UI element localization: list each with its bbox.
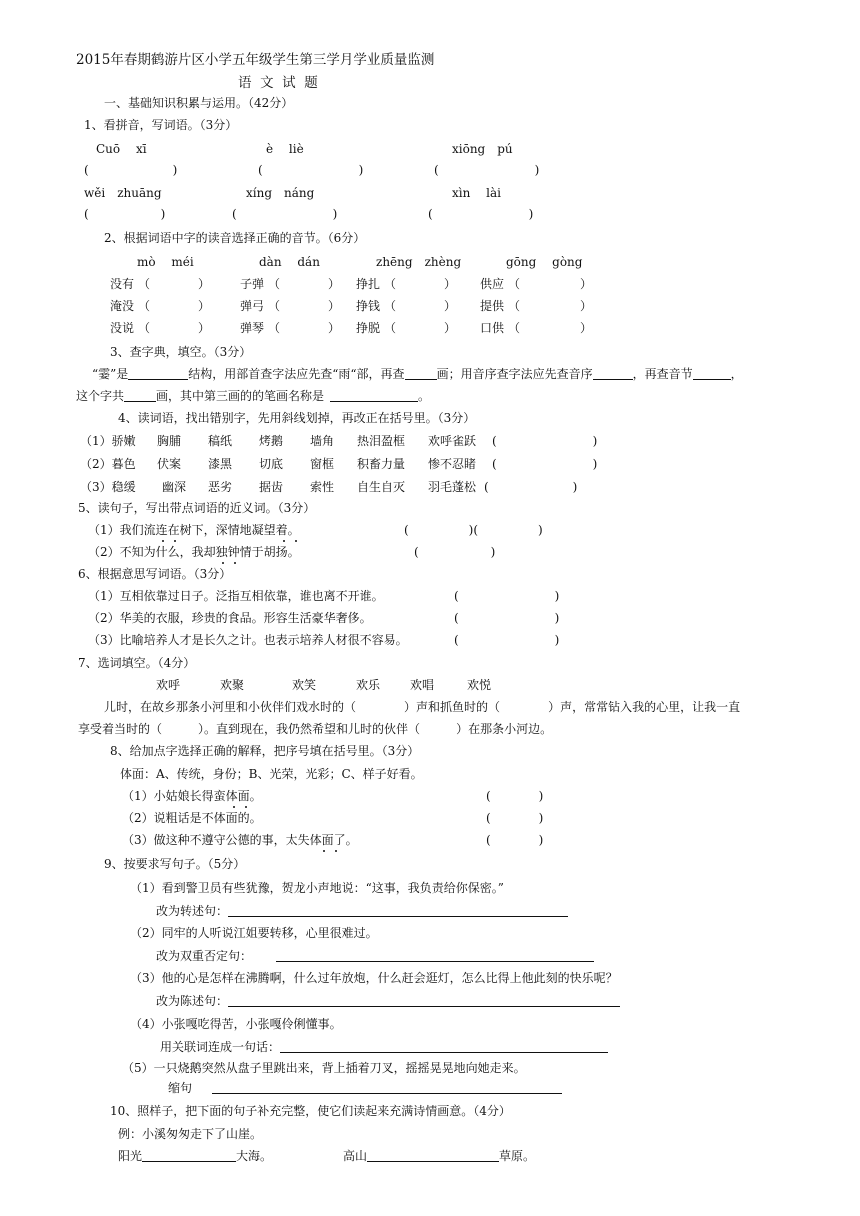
q8-definition: 体面：A、传统，身份；B、光荣，光彩；C、样子好看。 [120, 767, 423, 781]
q1-pinyin: xiōng pú [452, 142, 513, 156]
answer-paren[interactable]: （ ） [384, 277, 457, 291]
answer-paren[interactable] [162, 722, 198, 736]
q2-word: 提供 [480, 299, 505, 313]
emphasis-dot [335, 850, 337, 852]
answer-blank[interactable] [124, 389, 156, 402]
q4-word: 积畜力量 [357, 457, 406, 471]
q1-pinyin: Cuō xī [96, 142, 147, 156]
q8-item: （2）说粗话是不体面的。 [122, 811, 262, 825]
subject-title: 语 文 试 题 [238, 75, 318, 91]
q3-title: 3、查字典，填空。（3分） [110, 345, 252, 359]
answer-paren[interactable]: ( )( ) [404, 523, 543, 537]
q7-option: 欢唱 [410, 678, 435, 692]
answer-line[interactable] [228, 994, 620, 1007]
q9-sentence: （4）小张嘎吃得苦，小张嘎伶俐懂事。 [130, 1017, 342, 1031]
q2-word: 挣扎 [356, 277, 381, 291]
q10-item: 阳光 大海。 [118, 1149, 273, 1163]
answer-paren[interactable]: ( ) [454, 611, 560, 625]
answer-paren[interactable]: （ ） [268, 321, 341, 335]
q2-word: 挣脱 [356, 321, 381, 335]
answer-paren[interactable]: ( ) [484, 480, 578, 494]
answer-line[interactable] [280, 1040, 608, 1053]
answer-paren[interactable]: （ ） [508, 277, 593, 291]
q2-word: 供应 [480, 277, 505, 291]
answer-paren[interactable]: ( ) [434, 163, 540, 177]
q7-option: 欢悦 [467, 678, 492, 692]
answer-paren[interactable]: ( ) [414, 545, 496, 559]
q2-pinyin: mò méi [137, 255, 194, 269]
q4-word: （3）稳缓 [80, 480, 136, 494]
answer-paren[interactable]: （ ） [138, 299, 211, 313]
q7-option: 欢笑 [292, 678, 317, 692]
q3-line2: 这个字共 画，其中第三画的的笔画名称是 。 [76, 389, 431, 403]
q4-word: 热泪盈框 [357, 434, 406, 448]
answer-blank[interactable] [367, 1149, 499, 1162]
emphasis-dot [323, 850, 325, 852]
answer-paren[interactable]: （ ） [138, 277, 211, 291]
answer-paren[interactable]: （ ） [384, 299, 457, 313]
q10-title: 10、照样子，把下面的句子补充完整，使它们读起来充满诗情画意。（4分） [110, 1104, 511, 1118]
q4-word: 据齿 [259, 480, 284, 494]
q1-pinyin: xíng náng [246, 186, 315, 200]
q4-word: 自生自灭 [357, 480, 406, 494]
q9-task: 用关联词连成一句话： [160, 1039, 608, 1055]
q2-pinyin: zhēng zhèng [376, 255, 462, 269]
answer-line[interactable] [212, 1081, 562, 1094]
answer-paren[interactable]: （ ） [508, 321, 593, 335]
q7-option: 欢呼 [156, 678, 181, 692]
q6-item: （2）华美的衣服，珍贵的食品。形容生活豪华奢侈。 [88, 611, 372, 625]
q8-item: （3）做这种不遵守公德的事，太失体面了。 [122, 833, 358, 847]
q2-word: 子弹 [240, 277, 265, 291]
q2-word: 口供 [480, 321, 505, 335]
answer-paren[interactable]: ( ) [84, 207, 166, 221]
q2-word: 没有 [110, 277, 135, 291]
q9-sentence: （2）同牢的人听说江姐要转移，心里很难过。 [130, 926, 378, 940]
answer-blank[interactable] [128, 367, 188, 380]
q1-pinyin: è liè [266, 142, 304, 156]
answer-paren[interactable]: ( ) [258, 163, 364, 177]
q4-word: 恶劣 [208, 480, 233, 494]
answer-paren[interactable]: ( ) [492, 457, 598, 471]
q4-word: 伏案 [157, 457, 182, 471]
q8-item: （1）小姑娘长得蛮体面。 [122, 789, 262, 803]
emphasis-dot [233, 806, 235, 808]
q4-word: 胸脯 [157, 434, 182, 448]
q7-option: 欢乐 [356, 678, 381, 692]
answer-paren[interactable]: （ ） [138, 321, 211, 335]
q4-word: （1）骄嫩 [80, 434, 136, 448]
q4-word: 切底 [259, 457, 284, 471]
q4-word: 羽毛蓬松 [428, 480, 477, 494]
answer-blank[interactable] [142, 1149, 236, 1162]
q2-word: 弹弓 [240, 299, 265, 313]
answer-paren[interactable]: ( ) [84, 163, 178, 177]
q6-item: （1）互相依靠过日子。泛指互相依靠，谁也离不开谁。 [88, 589, 384, 603]
q2-word: 没说 [110, 321, 135, 335]
emphasis-dot [295, 540, 297, 542]
q6-item: （3）比喻培养人才是长久之计。也表示培养人材很不容易。 [88, 633, 408, 647]
answer-paren[interactable]: ( ) [454, 589, 560, 603]
q4-word: 窗框 [310, 457, 335, 471]
answer-paren[interactable]: ( ) [486, 811, 544, 825]
q7-option: 欢聚 [220, 678, 245, 692]
q9-task: 缩句 [168, 1080, 562, 1096]
exam-title: 2015年春期鹤游片区小学五年级学生第三学月学业质量监测 [76, 52, 435, 68]
emphasis-dot [283, 540, 285, 542]
q2-pinyin: gōng gòng [506, 255, 583, 269]
section-heading: 一、基础知识积累与运用。（42分） [104, 96, 294, 110]
answer-blank[interactable] [593, 367, 633, 380]
answer-blank[interactable] [405, 367, 437, 380]
q4-word: 漆黑 [208, 457, 233, 471]
q4-word: 烤鹅 [259, 434, 284, 448]
answer-line[interactable] [228, 904, 568, 917]
q1-title: 1、看拼音，写词语。（3分） [84, 118, 238, 132]
q10-item: 高山 草原。 [343, 1149, 536, 1163]
q9-sentence: （1）看到警卫员有些犹豫，贺龙小声地说：“这事，我负责给你保密。” [130, 881, 504, 895]
answer-paren[interactable] [420, 722, 456, 736]
q7-passage: 儿时，在故乡那条小河里和小伙伴们戏水时的（ ）声和抓鱼时的（ ）声，常常钻入我的心里，让我一直 [104, 700, 741, 714]
answer-paren[interactable]: ( ) [428, 207, 534, 221]
answer-paren[interactable]: ( ) [486, 833, 544, 847]
answer-paren[interactable]: （ ） [384, 321, 457, 335]
emphasis-dot [222, 562, 224, 564]
q4-word: 墙角 [310, 434, 335, 448]
answer-paren[interactable]: ( ) [454, 633, 560, 647]
q4-word: （2）暮色 [80, 457, 136, 471]
q7-title: 7、选词填空。（4分） [78, 656, 196, 670]
q1-pinyin: wěi zhuāng [84, 186, 162, 200]
q2-word: 挣钱 [356, 299, 381, 313]
q9-sentence: （5）一只烧鹅突然从盘子里跳出来，背上插着刀叉，摇摇晃晃地向她走来。 [122, 1061, 526, 1075]
q4-word: 稿纸 [208, 434, 233, 448]
q5-item: （1）我们流连在树下，深情地凝望着。 [88, 523, 300, 537]
answer-paren[interactable]: （ ） [508, 299, 593, 313]
q3-line1: “霎”是 结构，用部首查字法应先查“雨“部，再查 画；用音序查字法应先查音序 ，再查音节 ， [92, 367, 743, 381]
emphasis-dot [234, 562, 236, 564]
answer-paren[interactable] [356, 700, 404, 714]
q4-word: 索性 [310, 480, 335, 494]
q7-passage: 享受着当时的（ ）。直到现在，我仍然希望和儿时的伙伴（ ）在那条小河边。 [78, 722, 553, 736]
q9-task: 改为陈述句： [156, 993, 620, 1009]
q4-word: 欢呼雀跃 [428, 434, 477, 448]
answer-paren[interactable]: （ ） [268, 299, 341, 313]
q2-pinyin: dàn dán [259, 255, 320, 269]
answer-paren[interactable]: ( ) [486, 789, 544, 803]
emphasis-dot [174, 540, 176, 542]
q6-title: 6、根据意思写词语。（3分） [78, 567, 232, 581]
q4-word: 惨不忍睹 [428, 457, 477, 471]
q9-sentence: （3）他的心是怎样在沸腾啊，什么过年放炮，什么赶会逛灯，怎么比得上他此刻的快乐呢？ [130, 971, 618, 985]
q8-title: 8、给加点字选择正确的解释，把序号填在括号里。（3分） [110, 744, 420, 758]
answer-paren[interactable]: ( ) [232, 207, 338, 221]
q9-task: 改为转述句： [156, 903, 568, 919]
answer-paren[interactable]: （ ） [268, 277, 341, 291]
q2-title: 2、根据词语中字的读音选择正确的音节。（6分） [104, 231, 366, 245]
q5-item: （2）不知为什么，我却独钟情于胡扬。 [88, 545, 300, 559]
emphasis-dot [245, 806, 247, 808]
q2-word: 弹琴 [240, 321, 265, 335]
q10-example: 例：小溪匆匆走下了山崖。 [118, 1127, 263, 1141]
q9-title: 9、按要求写句子。（5分） [104, 857, 246, 871]
q4-title: 4、读词语，找出错别字，先用斜线划掉，再改正在括号里。（3分） [118, 411, 476, 425]
answer-blank[interactable] [330, 389, 418, 402]
emphasis-dot [162, 540, 164, 542]
q5-title: 5、读句子，写出带点词语的近义词。（3分） [78, 501, 316, 515]
q2-word: 淹没 [110, 299, 135, 313]
answer-paren[interactable]: ( ) [492, 434, 598, 448]
answer-line[interactable] [276, 949, 594, 962]
q4-word: 幽深 [162, 480, 187, 494]
answer-paren[interactable] [500, 700, 548, 714]
answer-blank[interactable] [693, 367, 731, 380]
q1-pinyin: xìn lài [452, 186, 501, 200]
q9-task: 改为双重否定句： [156, 948, 594, 964]
